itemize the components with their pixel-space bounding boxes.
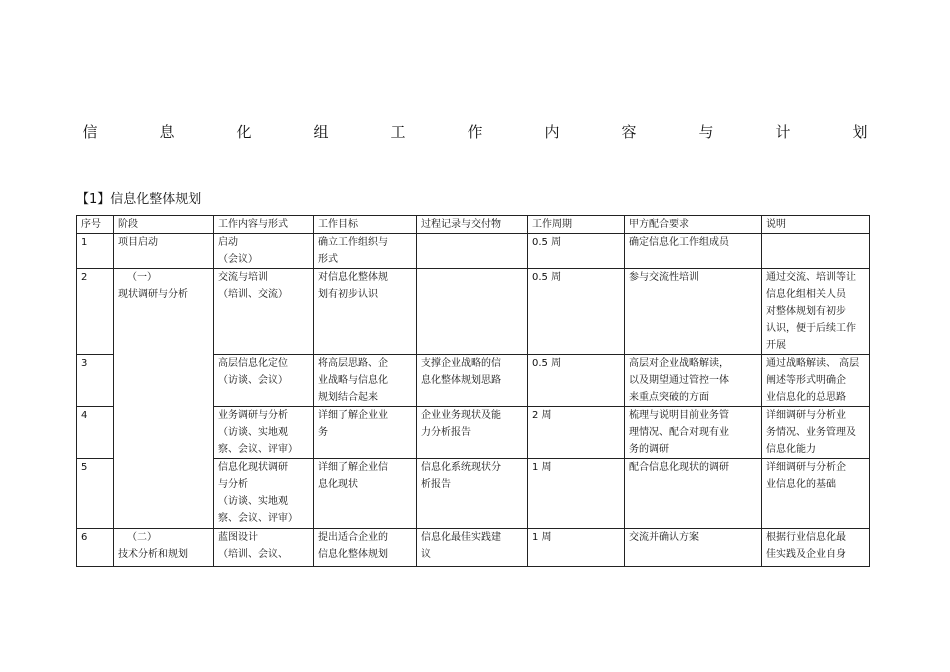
- cell-text: 察、会议、评审）: [218, 444, 298, 455]
- content-cell: [214, 529, 314, 567]
- cell-text: 将高层思路、企: [318, 358, 388, 369]
- column-header: 过程记录与交付物: [417, 216, 528, 234]
- cell-text: 企业业务现状及能: [421, 410, 501, 421]
- note-cell: [762, 269, 870, 355]
- cell-text: （二）: [127, 532, 157, 543]
- column-header: 序号: [77, 216, 114, 234]
- cell-text: 对整体规划有初步: [766, 306, 846, 317]
- row-number: 2: [77, 269, 114, 355]
- cell-text: 项目启动: [118, 237, 158, 248]
- cell-text: 息化整体规划思路: [421, 375, 501, 386]
- cell-text: 高层信息化定位: [218, 358, 288, 369]
- note-cell: [762, 529, 870, 567]
- cell-text: 信息化最佳实践建: [421, 532, 501, 543]
- period-cell: 0.5 周: [528, 234, 625, 269]
- cell-text: 开展: [766, 340, 786, 351]
- section-heading: 【1】信息化整体规划: [76, 192, 202, 207]
- cell-text: 业务调研与分析: [218, 410, 288, 421]
- record-cell: [417, 407, 528, 459]
- row-number: 6: [77, 529, 114, 567]
- goal-cell: [314, 407, 417, 459]
- cell-text: 形式: [318, 254, 338, 265]
- cell-text: 梳理与说明目前业务管: [629, 410, 729, 421]
- cell-text: 力分析报告: [421, 427, 471, 438]
- table-row: [77, 529, 870, 567]
- stage-cell: [114, 234, 214, 269]
- cell-text: （访谈、实地观: [218, 496, 288, 507]
- cell-text: 规划结合起来: [318, 392, 378, 403]
- record-cell: [417, 234, 528, 269]
- cell-text: 详细调研与分析业: [766, 410, 846, 421]
- title-char: 计: [775, 123, 791, 141]
- title-char: 与: [698, 123, 714, 141]
- table-row: [77, 269, 870, 355]
- cell-text: 交流并确认方案: [629, 532, 699, 543]
- cell-text: 通过战略解读、 高层: [766, 358, 860, 369]
- cell-text: 业信息化的基础: [766, 479, 836, 490]
- cell-text: （培训、交流）: [218, 289, 288, 300]
- cell-text: 业战略与信息化: [318, 375, 388, 386]
- content-cell: [214, 269, 314, 355]
- goal-cell: [314, 459, 417, 529]
- cell-text: 划有初步认识: [318, 289, 378, 300]
- cell-text: 析报告: [421, 479, 451, 490]
- note-cell: [762, 459, 870, 529]
- cell-text: 参与交流性培训: [629, 272, 699, 283]
- cell-text: 确定信息化工作组成员: [629, 237, 729, 248]
- goal-cell: [314, 529, 417, 567]
- cell-text: 信息化现状调研: [218, 462, 288, 473]
- cell-text: 启动: [218, 237, 238, 248]
- cell-text: 察、会议、评审）: [218, 513, 298, 524]
- work-plan-table: [76, 215, 870, 567]
- period-cell: 0.5 周: [528, 355, 625, 407]
- requirement-cell: [625, 269, 762, 355]
- cell-text: 信息化组相关人员: [766, 289, 846, 300]
- cell-text: 务: [318, 427, 328, 438]
- column-header: 工作内容与形式: [214, 216, 314, 234]
- cell-text: 对信息化整体规: [318, 272, 388, 283]
- cell-text: 与分析: [218, 479, 248, 490]
- cell-text: 技术分析和规划: [118, 549, 188, 560]
- period-cell: 1 周: [528, 459, 625, 529]
- cell-text: 根据行业信息化最: [766, 532, 846, 543]
- note-cell: [762, 355, 870, 407]
- cell-text: 提出适合企业的: [318, 532, 388, 543]
- cell-text: 现状调研与分析: [118, 289, 188, 300]
- cell-text: （一）: [127, 272, 157, 283]
- record-cell: [417, 459, 528, 529]
- row-number: 4: [77, 407, 114, 459]
- requirement-cell: [625, 234, 762, 269]
- row-number: 3: [77, 355, 114, 407]
- cell-text: 详细了解企业业: [318, 410, 388, 421]
- row-number: 5: [77, 459, 114, 529]
- cell-text: 息化现状: [318, 479, 358, 490]
- cell-text: 认识，便于后续工作: [766, 323, 856, 334]
- cell-text: （访谈、会议）: [218, 375, 288, 386]
- content-cell: [214, 459, 314, 529]
- cell-text: 务情况、业务管理及: [766, 427, 856, 438]
- cell-text: 信息化能力: [766, 444, 816, 455]
- period-cell: 2 周: [528, 407, 625, 459]
- goal-cell: [314, 234, 417, 269]
- title-char: 内: [544, 123, 560, 141]
- page-title: [82, 121, 868, 143]
- header-row: [77, 216, 870, 234]
- cell-text: 议: [421, 549, 431, 560]
- cell-text: 来重点突破的方面: [629, 392, 709, 403]
- cell-text: 以及期望通过管控一体: [629, 375, 729, 386]
- cell-text: 信息化系统现状分: [421, 462, 501, 473]
- note-cell: [762, 407, 870, 459]
- title-char: 信: [82, 123, 98, 141]
- column-header: 阶段: [114, 216, 214, 234]
- title-char: 容: [621, 123, 637, 141]
- record-cell: [417, 269, 528, 355]
- stage-cell: [114, 269, 214, 529]
- record-cell: [417, 355, 528, 407]
- column-header: 甲方配合要求: [625, 216, 762, 234]
- cell-text: 务的调研: [629, 444, 669, 455]
- title-char: 工: [390, 123, 406, 141]
- period-cell: 0.5 周: [528, 269, 625, 355]
- cell-text: （会议）: [218, 254, 258, 265]
- goal-cell: [314, 269, 417, 355]
- cell-text: 阐述等形式明确企: [766, 375, 846, 386]
- cell-text: （访谈、实地观: [218, 427, 288, 438]
- requirement-cell: [625, 459, 762, 529]
- cell-text: 详细了解企业信: [318, 462, 388, 473]
- requirement-cell: [625, 529, 762, 567]
- cell-text: 详细调研与分析企: [766, 462, 846, 473]
- cell-text: 业信息化的总思路: [766, 392, 846, 403]
- cell-text: 支撑企业战略的信: [421, 358, 501, 369]
- content-cell: [214, 355, 314, 407]
- title-char: 化: [236, 123, 252, 141]
- cell-text: 佳实践及企业自身: [766, 549, 846, 560]
- cell-text: （培训、会议、: [218, 549, 288, 560]
- period-cell: 1 周: [528, 529, 625, 567]
- table-body: [77, 234, 870, 567]
- title-char: 组: [313, 123, 329, 141]
- column-header: 说明: [762, 216, 870, 234]
- stage-cell: [114, 529, 214, 567]
- content-cell: [214, 234, 314, 269]
- column-header: 工作目标: [314, 216, 417, 234]
- goal-cell: [314, 355, 417, 407]
- requirement-cell: [625, 355, 762, 407]
- title-char: 划: [852, 123, 868, 141]
- cell-text: 高层对企业战略解读，: [629, 358, 729, 369]
- cell-text: 通过交流、培训等让: [766, 272, 856, 283]
- content-cell: [214, 407, 314, 459]
- cell-text: 交流与培训: [218, 272, 268, 283]
- cell-text: 信息化整体规划: [318, 549, 388, 560]
- title-char: 作: [467, 123, 483, 141]
- column-header: 工作周期: [528, 216, 625, 234]
- cell-text: 配合信息化现状的调研: [629, 462, 729, 473]
- requirement-cell: [625, 407, 762, 459]
- title-char: 息: [159, 123, 175, 141]
- cell-text: 理情况、配合对现有业: [629, 427, 729, 438]
- note-cell: [762, 234, 870, 269]
- cell-text: 蓝图设计: [218, 532, 258, 543]
- table-row: [77, 234, 870, 269]
- row-number: 1: [77, 234, 114, 269]
- cell-text: 确立工作组织与: [318, 237, 388, 248]
- record-cell: [417, 529, 528, 567]
